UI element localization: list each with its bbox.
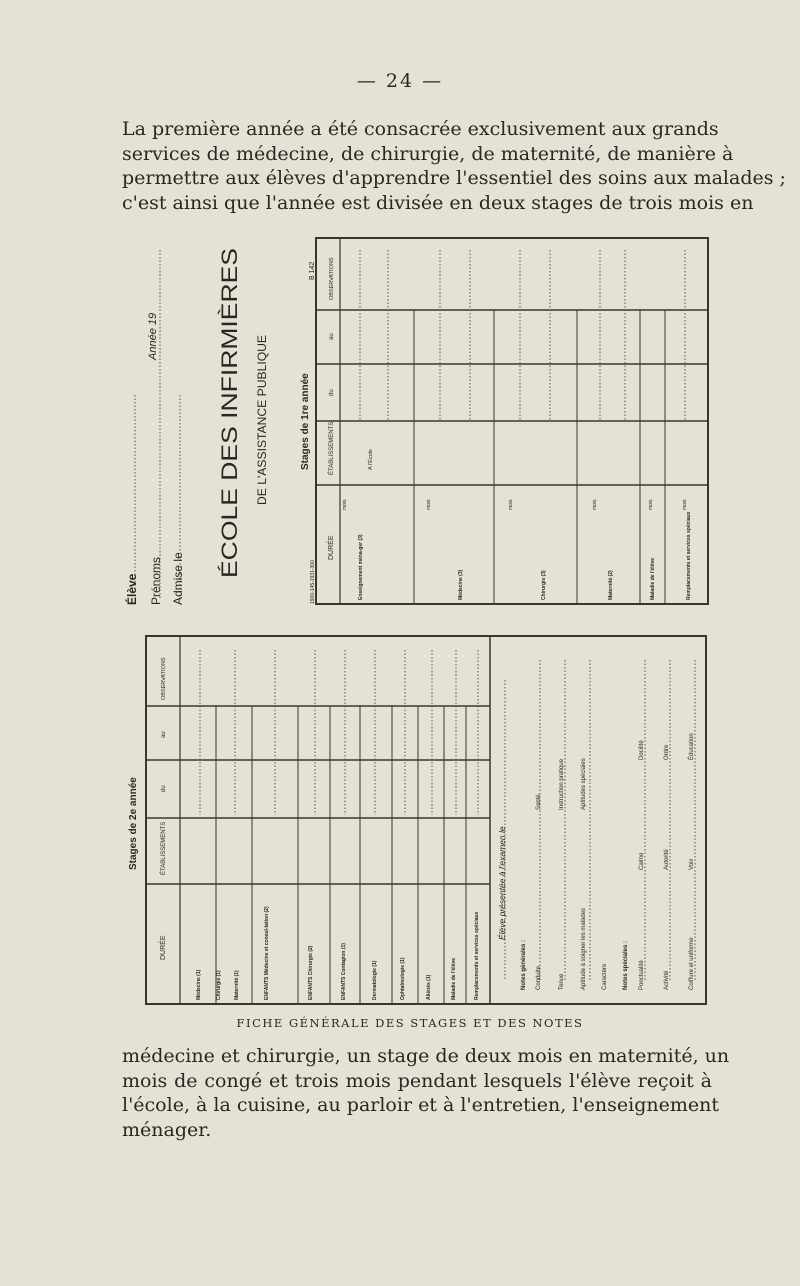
row-label: Maternité (2) [608,570,614,600]
note-item: Voix [689,858,695,870]
admise-label: Admise le [171,552,185,605]
text-line: c'est ainsi que l'année est divisée en deux stages de trois mois en [122,191,754,214]
row-label: Médecine (1) [196,969,202,1000]
note-item: Caractère [602,963,608,990]
text-line: services de médecine, de chirurgie, de maternité, de manière à [122,142,734,165]
header-du: du [161,785,167,792]
header-duree: DURÉE [328,535,335,560]
row-label: Remplacements et services spéciaux [686,511,692,600]
text-line: l'école, à la cuisine, au parloir et à l'entretien, l'enseignement [122,1094,719,1116]
form-title: ÉCOLE DES INFIRMIÈRES [217,304,242,578]
row-label: Ophtalmologie (1) [400,957,406,1000]
paragraph-bottom [122,1044,730,1142]
note-item: Tenue [559,973,565,990]
header-etablissements: ÉTABLISSEMENTS [161,821,167,875]
note-item: Aptitude à soigner les malades [581,907,587,990]
note-item: Ponctualité [639,960,645,990]
mois-label: mois [426,499,432,510]
header-etablissements: ÉTABLISSEMENTS [329,421,335,475]
eleve-label: Élève [125,573,139,605]
row-label: Chirurgie (1) [216,970,222,1000]
notes-speciales-label: Notes spéciales : [623,940,629,990]
note-item: Coiffure et uniforme [689,937,695,990]
row-label: Enseignement ména-ger (3) [358,534,364,600]
text-line: mois de congé et trois mois pendant lesquels l'élève reçoit à [122,1069,712,1092]
row-label: Aliénés (1) [426,974,432,1000]
figure-caption: FICHE GÉNÉRALE DES STAGES ET DES NOTES [236,1016,584,1030]
header-observations: OBSERVATIONS [329,257,335,300]
page-number: — 24 — [356,70,444,92]
notes-generales-label: Notes générales : [521,939,527,990]
annee-label: Année 19 [147,312,159,360]
row-label: ENFANTS Chirurgie (2) [308,945,314,1000]
prenoms-label: Prénoms [149,556,163,605]
mois-label: mois [342,499,348,510]
note-item: Conduite [536,965,542,990]
note-item: Calme [639,852,645,870]
form-ref: B 142 [309,261,316,280]
note-item: Instruction pratique [559,758,565,810]
printer-code: 1900-145-1931-300 [310,560,316,604]
row-label: Maladie de l'élève [451,957,457,1000]
note-item: Autorité [664,849,670,870]
row-label: Maladie de l'élève [650,557,656,600]
header-du: du [329,389,335,396]
mois-label: mois [508,499,514,510]
note-item: Ordre [664,744,670,760]
note-item: Santé [536,794,542,810]
text-line: permettre aux élèves d'apprendre l'essentiel des soins aux malades ; [122,167,786,189]
mois-label: mois [682,499,688,510]
row-label: Médecine (3) [458,569,464,600]
note-item: Aptitudes spéciales [581,758,587,810]
note-item: Docilité [639,740,645,760]
mois-label: mois [592,499,598,510]
row-label: ENFANTS Médecine et consul-tation (2) [264,906,270,1000]
header-duree: DURÉE [160,935,167,960]
row-label: Chirurgie (3) [541,570,547,600]
row-label: ENFANTS Contagion (1) [341,943,347,1000]
stage2-label: Stages de 2e année [128,777,139,870]
a-lecole-label: A l'École [368,449,374,470]
text-line: médecine et chirurgie, un stage de deux mois en maternité, un [122,1045,730,1067]
header-observations: OBSERVATIONS [161,657,167,700]
note-item: Éducation [689,733,695,760]
row-label: Remplacements et services spéciaux [474,911,480,1000]
text-line: ménager. [122,1118,212,1141]
text-line: La première année a été consacrée exclusivement aux grands [122,118,719,140]
stage1-label: Stages de 1re année [300,373,311,470]
form-subtitle: DE L'ASSISTANCE PUBLIQUE [257,343,269,505]
row-label: Maternité (1) [234,970,240,1000]
row-label: Dermatologie (1) [372,960,378,1000]
mois-label: mois [648,499,654,510]
examen-label: Élève présentée à l'examen le [497,826,507,940]
note-item: Activité [664,970,670,990]
header-au: au [161,731,167,738]
header-au: au [329,333,335,340]
